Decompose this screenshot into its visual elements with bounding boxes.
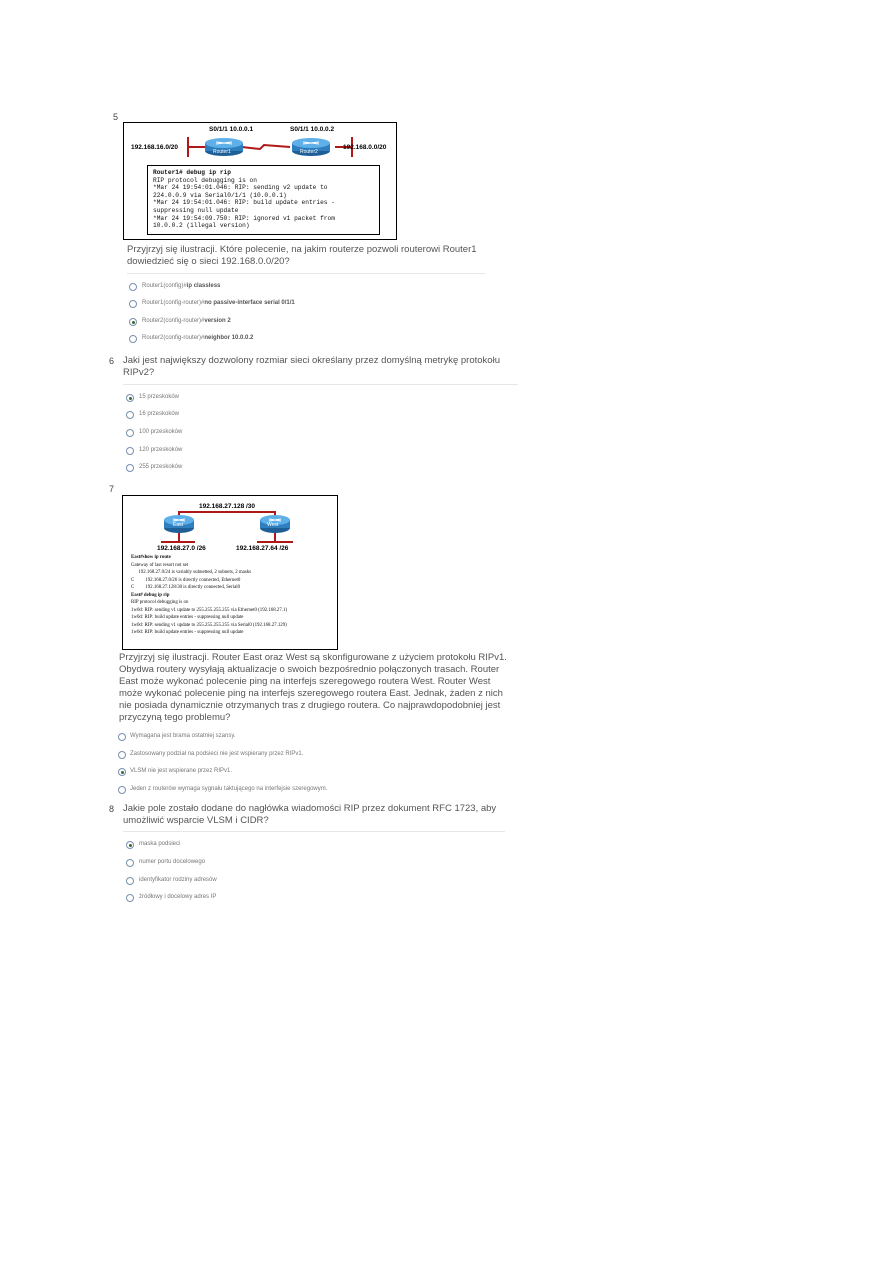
radio-button-selected[interactable] xyxy=(126,394,134,402)
cli-line: 1w0d: RIP: sending v1 update to 255.255.255.255 via Serial0 (192.168.27.129) xyxy=(131,622,287,628)
cli-line: 1w0d: RIP: build update entries - suppressing null update xyxy=(131,615,244,620)
question-number-6: 6 xyxy=(109,356,115,366)
question-text-8: Jakie pole zostało dodane do nagłówka wiadomości RIP przez dokument RFC 1723, aby umożliwić wsparcie VLSM i CIDR? xyxy=(123,803,497,826)
cli-line: RIP protocol debugging is on xyxy=(153,176,257,184)
option-label: 15 przeskoków xyxy=(139,394,180,400)
option-label: 100 przeskoków xyxy=(139,429,183,435)
router1-label: Router1 xyxy=(213,149,231,155)
question-text-6: Jaki jest największy dozwolony rozmiar sieci określany przez domyślną metrykę protokołu RIPv2? xyxy=(123,355,500,378)
right-network-label: 192.168.0.0/20 xyxy=(343,144,387,151)
option-command: ip classless xyxy=(186,283,221,289)
radio-button[interactable] xyxy=(126,877,134,885)
cli-line: Router1# debug ip rip xyxy=(153,169,231,176)
option-command: version 2 xyxy=(204,318,231,324)
option-label: Zastosowany podział na podsieci nie jest wspierany przez RIPv1. xyxy=(130,751,304,757)
separator xyxy=(127,273,485,274)
option-command: neighbor 10.0.0.2 xyxy=(204,335,254,341)
radio-button-selected[interactable] xyxy=(126,841,134,849)
cli-line: RIP protocol debugging is on xyxy=(131,600,189,605)
question-number-5: 5 xyxy=(113,112,119,122)
cli-line: East# debug ip rip xyxy=(131,592,170,598)
option-prefix: Router2(config-router)# xyxy=(142,335,205,341)
cli-line: 10.0.0.2 (illegal version) xyxy=(153,222,250,230)
option-label: 255 przeskoków xyxy=(139,464,183,470)
cli-line: East#show ip route xyxy=(131,555,171,560)
option-label: identyfikator rodziny adresów xyxy=(139,877,217,883)
router-west-label: West xyxy=(267,522,279,528)
left-interface-label: S0/1/1 10.0.0.1 xyxy=(209,126,254,133)
option-prefix: Router1(config)# xyxy=(142,283,187,289)
question-number-8: 8 xyxy=(109,804,115,814)
option-label: źródłowy i docelowy adres IP xyxy=(139,894,217,900)
radio-button[interactable] xyxy=(126,464,134,472)
cli-line: C 192.168.27.128/30 is directly connected, Serial0 xyxy=(131,585,241,590)
question-number-7: 7 xyxy=(109,484,115,494)
cli-line: 1w0d: RIP: sending v1 update to 255.255.255.255 via Ethernet0 (192.168.27.1) xyxy=(131,607,288,613)
question-text-7: Przyjrzyj się ilustracji. Router East oraz West są skonfigurowane z użyciem protokołu RIPv1. Obydwa routery wysyłają aktualizacje o swoich bezpośrednio połączonych trasach. Router East może wykonać polecenie ping na interfejs szeregowego routera West. Router West może wykonać polecenie ping na interfejs szeregowego routera East. Jednak, żaden z nich nie posiada dynamicznie otrzymanych tras z drugiego routera. Co najprawdopodobniej jest przyczyną tego problemu? xyxy=(119,652,507,723)
east-lan-label: 192.168.27.0 /26 xyxy=(157,545,206,552)
radio-button[interactable] xyxy=(126,859,134,867)
radio-button[interactable] xyxy=(118,733,126,741)
radio-button[interactable] xyxy=(126,894,134,902)
separator xyxy=(123,831,505,832)
cli-line: Gateway of last resort not set xyxy=(131,562,189,568)
top-network-label: 192.168.27.128 /30 xyxy=(199,503,256,510)
question-text-5: Przyjrzyj się ilustracji. Które polecenie, na jakim routerze pozwoli routerowi Router1 dowiedzieć się o sieci 192.168.0.0/20? xyxy=(127,244,477,267)
option-command: no passive-interface serial 0/1/1 xyxy=(204,300,295,306)
router-east-label: East xyxy=(173,522,184,528)
option-prefix: Router2(config-router)# xyxy=(142,318,205,324)
cli-line: 1w0d: RIP: build update entries - suppressing null update xyxy=(131,630,244,635)
cli-line: suppressing null update xyxy=(153,206,239,214)
radio-button[interactable] xyxy=(126,429,134,437)
option-label: 120 przeskoków xyxy=(139,447,183,453)
option-label: numer portu docelowego xyxy=(139,859,206,865)
cli-line: *Mar 24 19:54:09.750: RIP: ignored v1 packet from xyxy=(153,214,335,222)
right-interface-label: S0/1/1 10.0.0.2 xyxy=(290,126,335,133)
option-label: VLSM nie jest wspierane przez RIPv1. xyxy=(130,768,233,774)
exhibit-q5 xyxy=(123,122,397,240)
option-prefix: Router1(config-router)# xyxy=(142,300,205,306)
cli-line: 224.0.0.9 via Serial0/1/1 (10.0.0.1) xyxy=(153,191,287,199)
radio-button-selected[interactable] xyxy=(129,318,137,326)
router2-label: Router2 xyxy=(300,149,318,155)
exhibit-q7 xyxy=(122,495,338,650)
cli-output-q5 xyxy=(147,165,380,235)
radio-button[interactable] xyxy=(118,751,126,759)
radio-button[interactable] xyxy=(126,447,134,455)
radio-button-selected[interactable] xyxy=(118,768,126,776)
radio-button[interactable] xyxy=(129,300,137,308)
cli-line: *Mar 24 19:54:01.046: RIP: sending v2 update to xyxy=(153,184,328,192)
radio-button[interactable] xyxy=(129,335,137,343)
separator xyxy=(123,384,518,385)
radio-button[interactable] xyxy=(118,786,126,794)
cli-line: *Mar 24 19:54:01.046: RIP: build update entries - xyxy=(153,199,335,207)
cli-line: 192.168.27.0/24 is variably subnetted, 2 subnets, 2 masks xyxy=(131,570,252,575)
radio-button[interactable] xyxy=(129,283,137,291)
cli-output-q7 xyxy=(131,554,335,637)
radio-button[interactable] xyxy=(126,411,134,419)
option-label: Wymagana jest brama ostatniej szansy. xyxy=(130,733,236,739)
option-label: maska podsieci xyxy=(139,841,181,847)
option-label: 16 przeskoków xyxy=(139,411,180,417)
option-label: Jeden z routerów wymaga sygnału taktującego na interfejsie szeregowym. xyxy=(130,786,328,792)
left-network-label: 192.168.16.0/20 xyxy=(131,144,178,151)
west-lan-label: 192.168.27.64 /26 xyxy=(236,545,289,552)
cli-line: C 192.168.27.0/26 is directly connected, Ethernet0 xyxy=(131,577,241,583)
